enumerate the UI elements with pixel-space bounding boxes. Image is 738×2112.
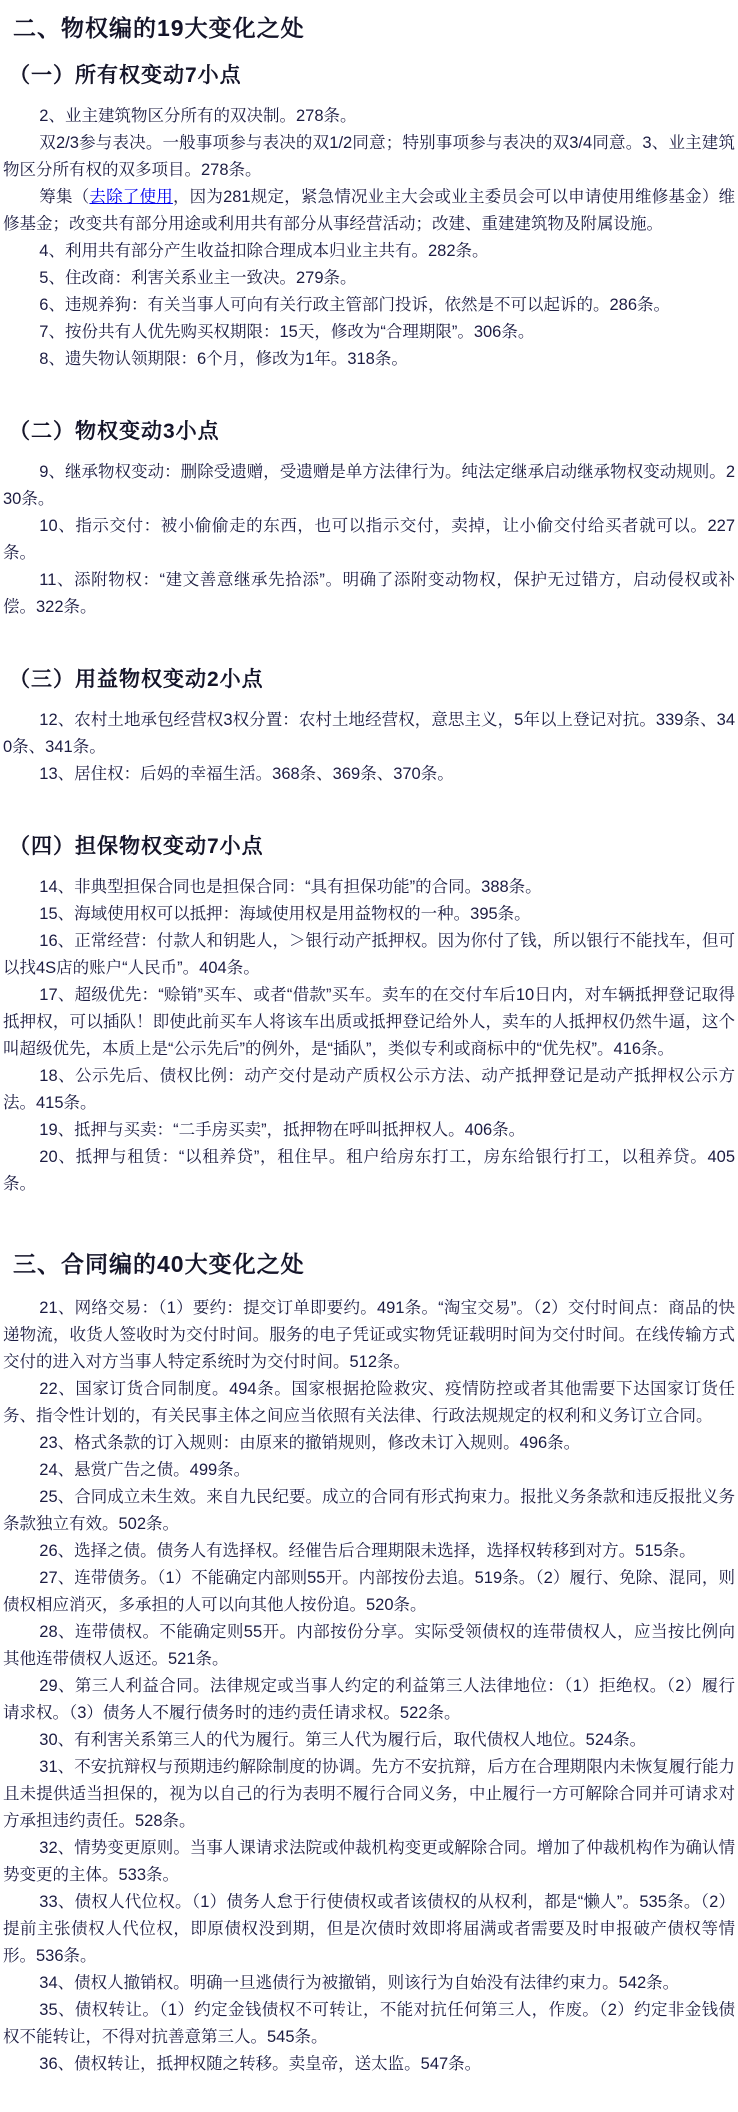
para-item-9: 9、继承物权变动：删除受遗赠，受遗赠是单方法律行为。纯法定继承启动继承物权变动规则。230条。 <box>3 463 735 508</box>
para-item-2: 2、业主建筑物区分所有的双决制。278条。 <box>39 107 357 125</box>
section-property-change-title: （二）物权变动3小点 <box>9 420 220 443</box>
para-item-21: 21、网络交易：（1）要约：提交订单即要约。491条。“淘宝交易”。（2）交付时间点：商品的快递物流，收货人签收时为交付时间。服务的电子凭证或实物凭证载明时间为交付时间。在线传输方式交付的进入对方当事人特定系统时为交付时间。512条。 <box>3 1299 735 1371</box>
para-item-32: 32、情势变更原则。当事人课请求法院或仲裁机构变更或解除合同。增加了仲裁机构作为确认情势变更的主体。533条。 <box>3 1839 735 1884</box>
para-item-25: 25、合同成立未生效。来自九民纪要。成立的合同有形式拘束力。报批义务条款和违反报批义务条款独立有效。502条。 <box>3 1488 735 1533</box>
para-item-5: 5、住改商：利害关系业主一致决。279条。 <box>39 269 357 287</box>
para-item-28: 28、连带债权。不能确定则55开。内部按份分享。实际受领债权的连带债权人，应当按比例向其他连带债权人返还。521条。 <box>3 1623 735 1668</box>
part2-title: 二、物权编的19大变化之处 <box>13 15 305 41</box>
para-fundraising-post: ，因为281规定，紧急情况业主大会或业主委员会可以申请使用维修基金）维修基金；改变共有部分用途或利用共有部分从事经营活动；改建、重建建筑物及附属设施。 <box>3 188 736 233</box>
section-security-interest-title: （四）担保物权变动7小点 <box>9 835 264 858</box>
para-item-35: 35、债权转让。（1）约定金钱债权不可转让，不能对抗任何第三人，作废。（2）约定非金钱债权不能转让，不得对抗善意第三人。545条。 <box>3 2001 735 2046</box>
part3-title: 三、合同编的40大变化之处 <box>13 1251 305 1277</box>
removed-use-link[interactable]: 去除了使用 <box>89 188 173 206</box>
para-item-7: 7、按份共有人优先购买权期限：15天，修改为“合理期限”。306条。 <box>39 323 535 341</box>
para-item-18: 18、公示先后、债权比例：动产交付是动产质权公示方法、动产抵押登记是动产抵押权公示方法。415条。 <box>3 1067 735 1112</box>
para-item-8: 8、遗失物认领期限：6个月，修改为1年。318条。 <box>39 350 408 368</box>
para-item-20: 20、抵押与租赁：“以租养贷”，租住早。租户给房东打工，房东给银行打工，以租养贷。405条。 <box>3 1148 735 1193</box>
para-item-6: 6、违规养狗：有关当事人可向有关行政主管部门投诉，依然是不可以起诉的。286条。 <box>39 296 671 314</box>
para-fundraising-pre: 筹集（ <box>39 188 90 206</box>
para-item-11: 11、添附物权：“建文善意继承先拾添”。明确了添附变动物权，保护无过错方，启动侵权或补偿。322条。 <box>3 571 735 616</box>
section-usufruct-title: （三）用益物权变动2小点 <box>9 668 264 691</box>
para-item-10: 10、指示交付：被小偷偷走的东西，也可以指示交付，卖掉，让小偷交付给买者就可以。227条。 <box>3 517 735 562</box>
para-item-34: 34、债权人撤销权。明确一旦逃债行为被撤销，则该行为自始没有法律约束力。542条。 <box>39 1974 680 1992</box>
section-ownership-title: （一）所有权变动7小点 <box>9 64 242 87</box>
para-item-4: 4、利用共有部分产生收益扣除合理成本归业主共有。282条。 <box>39 242 489 260</box>
para-item-24: 24、悬赏广告之债。499条。 <box>39 1461 251 1479</box>
para-item-33: 33、债权人代位权。（1）债务人怠于行使债权或者该债权的从权利，都是“懒人”。535条。（2）提前主张债权人代位权，即原债权没到期，但是次债时效即将届满或者需要及时申报破产债权等情形。536条。 <box>3 1893 735 1965</box>
para-item-27: 27、连带债务。（1）不能确定内部则55开。内部按份去追。519条。（2）履行、免除、混同，则债权相应消灭，多承担的人可以向其他人按份追。520条。 <box>3 1569 735 1614</box>
para-item-26: 26、选择之债。债务人有选择权。经催告后合理期限未选择，选择权转移到对方。515条。 <box>39 1542 696 1560</box>
para-item-36: 36、债权转让，抵押权随之转移。卖皇帝，送太监。547条。 <box>39 2055 482 2073</box>
para-fundraising <box>3 184 735 238</box>
para-item-13: 13、居住权：后妈的幸福生活。368条、369条、370条。 <box>39 765 454 783</box>
para-item-23: 23、格式条款的订入规则：由原来的撤销规则，修改未订入规则。496条。 <box>39 1434 581 1452</box>
para-item-12: 12、农村土地承包经营权3权分置：农村土地经营权，意思主义，5年以上登记对抗。339条、340条、341条。 <box>3 711 735 756</box>
para-item-15: 15、海域使用权可以抵押：海域使用权是用益物权的一种。395条。 <box>39 905 531 923</box>
para-item-17: 17、超级优先：“赊销”买车、或者“借款”买车。卖车的在交付车后10日内，对车辆抵押登记取得抵押权，可以插队！即使此前买车人将该车出质或抵押登记给外人，卖车的人抵押权仍然牛逼，这个叫超级优先，本质上是“公示先后”的例外，是“插队”，类似专利或商标中的“优先权”。416条。 <box>3 986 735 1058</box>
para-item-14: 14、非典型担保合同也是担保合同：“具有担保功能”的合同。388条。 <box>39 878 542 896</box>
para-item-19: 19、抵押与买卖：“二手房买卖”，抵押物在呼叫抵押权人。406条。 <box>39 1121 526 1139</box>
para-item-29: 29、第三人利益合同。法律规定或当事人约定的利益第三人法律地位：（1）拒绝权。（2）履行请求权。（3）债务人不履行债务时的违约责任请求权。522条。 <box>3 1677 735 1722</box>
para-item-31: 31、不安抗辩权与预期违约解除制度的协调。先方不安抗辩，后方在合理期限内未恢复履行能力且未提供适当担保的，视为以自己的行为表明不履行合同义务，中止履行一方可解除合同并可请求对方承担违约责任。528条。 <box>3 1758 735 1830</box>
para-double-vote: 双2/3参与表决。一般事项参与表决的双1/2同意；特别事项参与表决的双3/4同意。3、业主建筑物区分所有权的双多项目。278条。 <box>3 134 735 179</box>
para-item-22: 22、国家订货合同制度。494条。国家根据抢险救灾、疫情防控或者其他需要下达国家订货任务、指令性计划的，有关民事主体之间应当依照有关法律、行政法规规定的权利和义务订立合同。 <box>3 1380 735 1425</box>
para-item-30: 30、有利害关系第三人的代为履行。第三人代为履行后，取代债权人地位。524条。 <box>39 1731 647 1749</box>
para-item-16: 16、正常经营：付款人和钥匙人，＞银行动产抵押权。因为你付了钱，所以银行不能找车，但可以找4S店的账户“人民币”。404条。 <box>3 932 735 977</box>
